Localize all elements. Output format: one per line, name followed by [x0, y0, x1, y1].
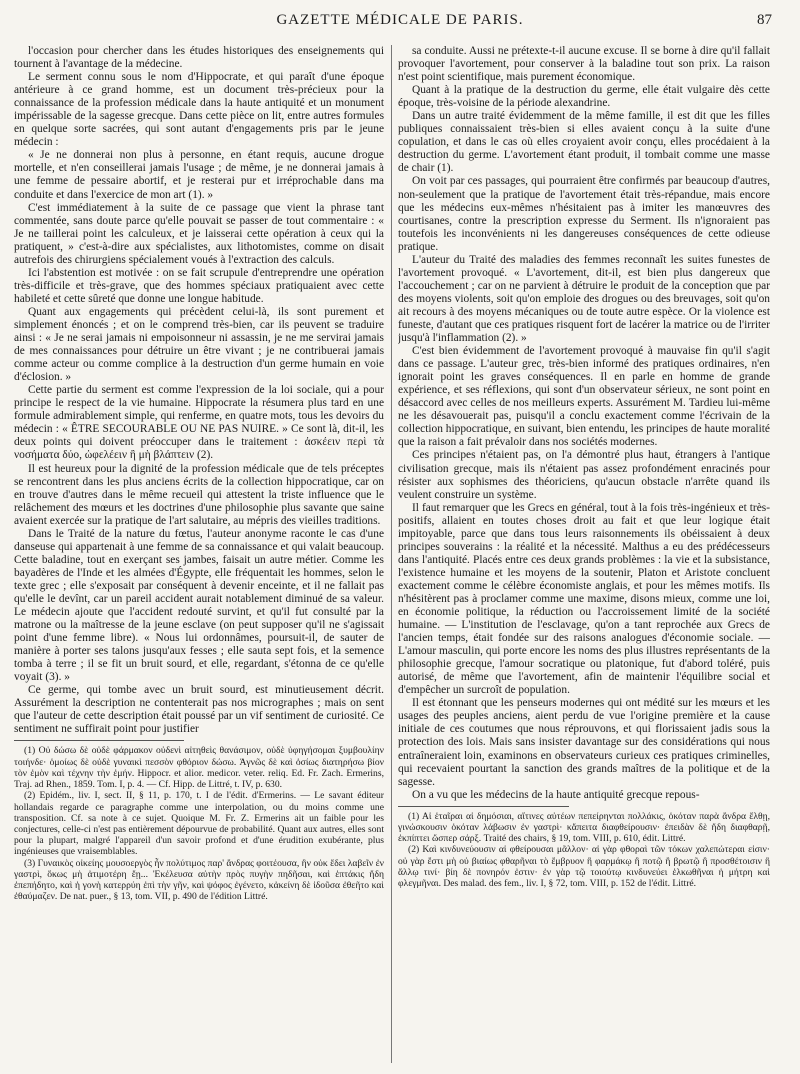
journal-title: GAZETTE MÉDICALE DE PARIS.	[276, 12, 524, 28]
paragraph: C'est immédiatement à la suite de ce passage que vient la phrase tant commentée, sans doute parce qu'elle pouvait se passer de tout commentaire : « Je ne taillerai point les calculeux, et je laisserai cette opération à ceux qui la pratiquent, » c'est-à-dire aux spécialistes, aux lithotomistes, comme on disait autrefois des chirurgiens spécialement voués à l'extraction des calculs.	[14, 201, 384, 266]
footnote: (2) Καὶ κινδυνεύουσιν αἱ φθείρουσαι μᾶλλον· αἱ γὰρ φθοραὶ τῶν τόκων χαλεπώτεραι εἰσιν· οὐ γὰρ ἔστι μὴ οὐ βιαίως φθαρῆναι τὸ ἔμβρυον ἢ φαρμάκῳ ἢ ποτῷ ἢ βρωτῷ ἢ προσθέτοισιν ἢ ἄλλῳ τινί· βίη δὲ πονηρόν ἐστιν· ἐν γὰρ τῷ τοιούτῳ κινδυνεύει ἑλκωθῆναι ἡ μήτρη καὶ φλεγμῆναι. Des malad. des fem., liv. I, § 72, tom. VIII, p. 152 de l'édit. Littré.	[398, 844, 770, 889]
footnotes	[14, 745, 384, 902]
footnote: (2) Epidém., liv. I, sect. II, § 11, p. 170, t. I de l'édit. d'Ermerins. — Le savant éditeur hollandais regarde ce paragraphe comme une interpolation, ou du moins comme une transposition. Cf. sa note à ce sujet. Quoique M. Fr. Z. Ermerins ait un faible pour les conjectures, celle-ci n'est pas entièrement dépourvue de probabilité. Quant aux autres, elles sont pour la plupart, malgré l'appareil d'un savoir profond et d'une érudition exubérante, plus ingénieuses que vraisemblables.	[14, 790, 384, 858]
left-column	[14, 45, 384, 1063]
paragraph: Dans le Traité de la nature du fœtus, l'auteur anonyme raconte le cas d'une danseuse qui appartenait à une femme de sa connaissance et qui valait beaucoup. Cette baladine, tout en exerçant ses jambes, faisait un autre métier. Comme les bayadères de l'Inde et les almées d'Égypte, elle fréquentait les hommes, selon le texte grec ; elle s'exposait par conséquent à devenir enceinte, et il ne fallait pas qu'elle le devînt, car un pareil accident aurait notablement diminué de sa valeur. Le médecin ajoute que l'accident redouté survint, et qu'il fut consulté par la matrone ou la maîtresse de la jeune esclave (on peut supposer qu'il ne s'agissait point d'une femme libre). « Nous lui ordonnâmes, poursuit-il, de sauter de manière à porter ses talons jusqu'aux fesses ; elle sauta sept fois, et la semence tomba à terre ; il se fit un bruit sourd, et elle, regardant, s'étonna de ce qu'elle voyait (3). »	[14, 527, 384, 684]
paragraph: Quant à la pratique de la destruction du germe, elle était vulgaire dès cette époque, très-voisine de la période alexandrine.	[398, 84, 770, 110]
footnote: (3) Γυναικὸς οἰκείης μουσοεργὸς ἦν πολύτιμος παρ' ἄνδρας φοιτέουσα, ἣν οὐκ ἔδει λαβεῖν ἐν γαστρὶ, ὅκως μὴ ἀτιμοτέρη ἔῃ... Ἐκέλευσα αὐτὴν πρὸς πυγὴν πηδῆσαι, καὶ ἑπτάκις ἤδη ἐπεπήδητο, καὶ ἡ γονὴ κατερρύη ἐπὶ τὴν γῆν, καὶ ψόφος ἐγένετο, κἀκείνη δὲ ἰδοῦσα ἐθεῆτο καὶ ἐθαύμαζεν. De nat. puer., § 13, tom. VII, p. 490 de l'édition Littré.	[14, 857, 384, 903]
quote-paragraph: « Je ne donnerai non plus à personne, en étant requis, aucune drogue mortelle, et n'en conseillerai jamais l'usage ; de même, je ne donnerai jamais à une femme de pessaire abortif, et je resterai pur et irréprochable dans ma conduite et dans l'exercice de mon art (1). »	[14, 149, 384, 201]
paragraph: Dans un autre traité évidemment de la même famille, il est dit que les filles publiques connaissaient très-bien si elles avaient conçu à la suite d'une copulation, et dans le cas où elles croyaient avoir conçu, elles procédaient à la destruction du germe. L'avortement étant produit, il tombait comme une masse de chair (1).	[398, 110, 770, 175]
paragraph: Ces principes n'étaient pas, on l'a démontré plus haut, étrangers à l'antique civilisation grecque, mais ils n'étaient pas assez profondément enracinés pour résister aux sophismes des théoriciens, qu'aucun obstacle n'arrête quand ils veulent construire un système.	[398, 449, 770, 501]
paragraph: Ici l'abstention est motivée : on se fait scrupule d'entreprendre une opération très-difficile et très-grave, que des hommes spéciaux pratiquaient avec cette habileté et cette sûreté que donne une longue habitude.	[14, 266, 384, 305]
paragraph: Quant aux engagements qui précèdent celui-là, ils sont purement et simplement énoncés ; et on le comprend très-bien, car ils peuvent se traduire ainsi : « Je ne serai jamais ni empoisonneur ni assassin, je ne me servirai jamais de mes connaissances pour détruire un être vivant ; je ne contribuerai jamais comme acteur ou comme complice à la destruction d'un germe humain en voie d'éclosion. »	[14, 305, 384, 384]
paragraph: Ce germe, qui tombe avec un bruit sourd, est minutieusement décrit. Assurément la description ne contenterait pas nos micrographes ; mais on sent que l'auteur de cette description était poussé par un vif sentiment de curiosité. Ce sentiment ne suffirait point pour justifier	[14, 684, 384, 736]
footnote: (1) Οὐ δώσω δὲ οὐδὲ φάρμακον οὐδενὶ αἰτηθεὶς θανάσιμον, οὐδὲ ὑφηγήσομαι ξυμβουλίην τοιήνδε· ὁμοίως δὲ οὐδὲ γυναικὶ πεσσὸν φθόριον δώσω. Ἁγνῶς δὲ καὶ ὁσίως διατηρήσω βίον τὸν ἐμὸν καὶ τέχνην τὴν ἐμήν. Hippocr. et alior. medicor. veter. reliq. Ed. Fr. Zach. Ermerins, Traj. ad Rhen., 1859. Tom. I, p. 4. — Cf. Hipp. de Littré, t. IV, p. 630.	[14, 745, 384, 791]
paragraph: l'occasion pour chercher dans les études historiques des enseignements qui tournent à l'avantage de la médecine.	[14, 45, 384, 71]
page-number: 87	[757, 12, 772, 28]
footnote: (1) Αἱ ἑταῖραι αἱ δημόσιαι, αἵτινες αὐτέων πεπείρηνται πολλάκις, ὁκόταν παρὰ ἄνδρα ἔλθῃ, γινώσκουσιν ὁκόταν λάβωσιν ἐν γαστρὶ· κἄπειτα διαφθείρουσιν· ἐπειδὰν δὲ ἤδη διαφθαρῇ, ἐκπίπτει ὥσπερ σάρξ. Traité des chairs, § 19, tom. VIII, p. 610, édit. Littré.	[398, 810, 770, 845]
footnotes	[398, 811, 770, 889]
paragraph: Il est heureux pour la dignité de la profession médicale que de tels préceptes se rencontrent dans les plus anciens écrits de la collection hippocratique, car on en trouve d'autres dans le même recueil qui attestent la triste influence que le relâchement des mœurs et les doctrines d'une philosophie plus savante que saine avaient exercée sur la pratique de l'art salutaire, au mépris des vieilles traditions.	[14, 462, 384, 527]
paragraph: sa conduite. Aussi ne prétexte-t-il aucune excuse. Il se borne à dire qu'il fallait provoquer l'avortement, pour conserver à la baladine tout son prix. La raison n'est point scientifique, mais purement économique.	[398, 45, 770, 84]
column-divider	[391, 45, 392, 1063]
page-header	[0, 12, 800, 32]
paragraph: On a vu que les médecins de la haute antiquité grecque repous-	[412, 788, 700, 801]
footnote-rule	[14, 740, 184, 741]
paragraph: Le serment connu sous le nom d'Hippocrate, et qui paraît d'une époque antérieure à ce grand homme, est un document très-précieux pour la connaissance de la profession médicale dans la haute antiquité et un monument impérissable de la sagesse grecque. Dans cette pièce on lit, entre autres formules en quelque sorte sacrées, qui sont autant d'engagements pris par le jeune médecin :	[14, 71, 384, 149]
footnote-rule	[398, 806, 569, 807]
paragraph: Il est étonnant que les penseurs modernes qui ont médité sur les mœurs et les usages des peuples anciens, aient perdu de vue l'origine première et la cause initiale de ces coutumes que nous réprouvons, et qui florissaient jadis sous la protection des lois. Mais sans insister davantage sur des considérations qui nous entraîneraient loin, examinons en observateurs curieux ces pratiques criminelles, qui recevaient pourtant la sanction des grands maîtres de la politique et de la sagesse.	[398, 697, 770, 788]
right-column	[398, 45, 770, 1063]
paragraph: C'est bien évidemment de l'avortement provoqué à mauvaise fin qu'il s'agit dans ce passage. L'auteur grec, très-bien informé des pratiques ordinaires, n'en ignorait point les graves conséquences. Il en parle en homme de grande expérience, et ses réflexions, qui sont d'un observateur sérieux, ne sont point en désaccord avec celles de nos meilleurs experts. Assurément M. Tardieu lui-même ne les désavouerait pas, puisqu'il a conclu exactement comme l'écrivain de la collection hippocratique, en suivant, bien entendu, les principes de haute moralité que la raison a fait prévaloir dans nos sociétés modernes.	[398, 345, 770, 449]
paragraph: Il faut remarquer que les Grecs en général, tout à la fois très-ingénieux et très-positifs, allaient en toutes choses droit au fait et que leur logique était impitoyable, parce que dans tous leurs raisonnements ils obéissaient à deux principes souverains : la réalité et la nécessité. Malthus a eu des prédécesseurs dans l'antiquité. Placés entre ces deux grands problèmes : la vie et la subsistance, l'existence humaine et les moyens de la soutenir, Platon et Aristote concluent exactement comme le célèbre économiste anglais, et pour les mêmes motifs. Ils n'hésitèrent pas à proclamer comme une maxime, disons mieux, comme une loi, en économie politique, la réduction ou l'accroissement limité de la société humaine. — L'institution de l'esclavage, qu'on a tant reprochée aux Grecs de l'ancien temps, était fondée sur des raisons analogues d'économie sociale. — L'amour masculin, qui porte encore les noms des plus illustres représentants de la philosophie grecque, l'amour socratique ou platonique, fut d'abord toléré, puis autorisé, de même que l'avortement, afin de maintenir l'équilibre social et d'empêcher un surcroît de population.	[398, 501, 770, 697]
paragraph: Cette partie du serment est comme l'expression de la loi sociale, qui a pour principe le respect de la vie humaine. Hippocrate la résumera plus tard en une formule admirablement simple, qui renferme, en quatre mots, tous les devoirs du médecin : « ÊTRE SECOURABLE OU NE PAS NUIRE. » Ce sont là, dit-il, les deux points qui doivent préoccuper dans le traitement : ἀσκέειν περὶ τὰ νοσήματα δύο, ὠφελέειν ἢ μὴ βλάπτειν (2).	[14, 384, 384, 462]
paragraph: L'auteur du Traité des maladies des femmes reconnaît les suites funestes de l'avortement provoqué. « L'avortement, dit-il, est bien plus dangereux que l'accouchement ; car on ne parvient à détruire le produit de la conception que par des moyens violents, soit qu'on emploie des drogues ou des breuvages, soit qu'on ait recours à des moyens mécaniques ou de toute autre espèce. Or la violence est funeste, d'autant que ces pratiques risquent fort de lacérer la matrice ou de l'irriter jusqu'à l'inflammation (2). »	[398, 253, 770, 345]
paragraph: On voit par ces passages, qui pourraient être confirmés par beaucoup d'autres, non-seulement que la pratique de l'avortement était très-répandue, mais encore que les médecins eux-mêmes n'hésitaient pas à imiter les manœuvres des courtisanes, contre la prescription expresse du Serment. Ils n'ignoraient pas toutefois les inconvénients ni les dangereuses conséquences de cette odieuse pratique.	[398, 175, 770, 253]
